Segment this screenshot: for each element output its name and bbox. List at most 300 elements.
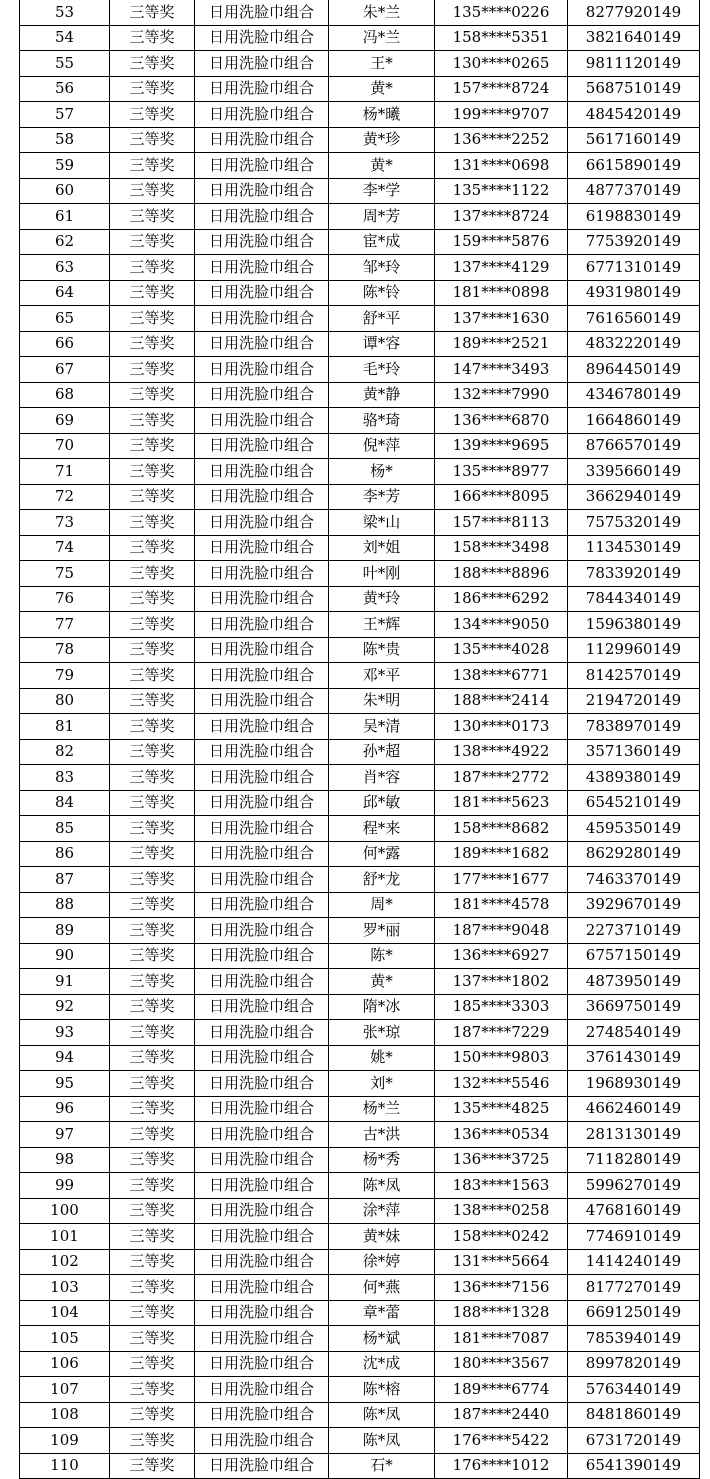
prize-item-cell: 日用洗脸巾组合 <box>195 714 329 740</box>
phone-number-cell: 158****5351 <box>435 25 568 51</box>
prize-level-cell: 三等奖 <box>110 1045 195 1071</box>
phone-number-cell: 176****5422 <box>435 1428 568 1454</box>
order-number-cell: 8964450149 <box>568 357 700 383</box>
winner-name-cell: 陈*凤 <box>329 1428 435 1454</box>
table-row <box>20 102 700 128</box>
table-row <box>20 918 700 944</box>
order-number-cell: 6198830149 <box>568 204 700 230</box>
rank-number-cell: 103 <box>20 1275 110 1301</box>
rank-number-cell: 65 <box>20 306 110 332</box>
rank-number-cell: 57 <box>20 102 110 128</box>
prize-level-cell: 三等奖 <box>110 816 195 842</box>
phone-number-cell: 132****5546 <box>435 1071 568 1097</box>
phone-number-cell: 187****2772 <box>435 765 568 791</box>
winner-name-cell: 舒*平 <box>329 306 435 332</box>
prize-item-cell: 日用洗脸巾组合 <box>195 204 329 230</box>
table-row <box>20 357 700 383</box>
prize-level-cell: 三等奖 <box>110 688 195 714</box>
winner-name-cell: 毛*玲 <box>329 357 435 383</box>
phone-number-cell: 136****3725 <box>435 1147 568 1173</box>
prize-item-cell: 日用洗脸巾组合 <box>195 1020 329 1046</box>
rank-number-cell: 90 <box>20 943 110 969</box>
rank-number-cell: 81 <box>20 714 110 740</box>
phone-number-cell: 180****3567 <box>435 1351 568 1377</box>
table-row <box>20 484 700 510</box>
winner-name-cell: 涂*萍 <box>329 1198 435 1224</box>
table-row <box>20 255 700 281</box>
winner-name-cell: 古*洪 <box>329 1122 435 1148</box>
table-row <box>20 1198 700 1224</box>
phone-number-cell: 137****1802 <box>435 969 568 995</box>
rank-number-cell: 106 <box>20 1351 110 1377</box>
order-number-cell: 5617160149 <box>568 127 700 153</box>
phone-number-cell: 187****7229 <box>435 1020 568 1046</box>
order-number-cell: 1968930149 <box>568 1071 700 1097</box>
rank-number-cell: 107 <box>20 1377 110 1403</box>
table-row <box>20 612 700 638</box>
prize-level-cell: 三等奖 <box>110 127 195 153</box>
prize-level-cell: 三等奖 <box>110 408 195 434</box>
prize-level-cell: 三等奖 <box>110 1275 195 1301</box>
rank-number-cell: 68 <box>20 382 110 408</box>
winner-name-cell: 孙*超 <box>329 739 435 765</box>
phone-number-cell: 135****4028 <box>435 637 568 663</box>
order-number-cell: 6771310149 <box>568 255 700 281</box>
table-row <box>20 790 700 816</box>
prize-level-cell: 三等奖 <box>110 1096 195 1122</box>
rank-number-cell: 80 <box>20 688 110 714</box>
prize-level-cell: 三等奖 <box>110 1351 195 1377</box>
order-number-cell: 8766570149 <box>568 433 700 459</box>
phone-number-cell: 181****7087 <box>435 1326 568 1352</box>
table-row <box>20 943 700 969</box>
phone-number-cell: 136****0534 <box>435 1122 568 1148</box>
order-number-cell: 4595350149 <box>568 816 700 842</box>
prize-level-cell: 三等奖 <box>110 459 195 485</box>
order-number-cell: 4662460149 <box>568 1096 700 1122</box>
order-number-cell: 3571360149 <box>568 739 700 765</box>
order-number-cell: 7753920149 <box>568 229 700 255</box>
rank-number-cell: 91 <box>20 969 110 995</box>
winner-name-cell: 罗*丽 <box>329 918 435 944</box>
prize-item-cell: 日用洗脸巾组合 <box>195 0 329 25</box>
winner-name-cell: 黄*妹 <box>329 1224 435 1250</box>
winner-name-cell: 陈*榕 <box>329 1377 435 1403</box>
order-number-cell: 1134530149 <box>568 535 700 561</box>
prize-item-cell: 日用洗脸巾组合 <box>195 25 329 51</box>
prize-item-cell: 日用洗脸巾组合 <box>195 867 329 893</box>
winner-name-cell: 周* <box>329 892 435 918</box>
winner-name-cell: 何*露 <box>329 841 435 867</box>
phone-number-cell: 187****2440 <box>435 1402 568 1428</box>
prize-item-cell: 日用洗脸巾组合 <box>195 739 329 765</box>
winner-name-cell: 黄*珍 <box>329 127 435 153</box>
prize-item-cell: 日用洗脸巾组合 <box>195 280 329 306</box>
order-number-cell: 6731720149 <box>568 1428 700 1454</box>
order-number-cell: 2813130149 <box>568 1122 700 1148</box>
rank-number-cell: 62 <box>20 229 110 255</box>
order-number-cell: 6691250149 <box>568 1300 700 1326</box>
phone-number-cell: 176****1012 <box>435 1453 568 1479</box>
phone-number-cell: 189****1682 <box>435 841 568 867</box>
phone-number-cell: 181****0898 <box>435 280 568 306</box>
rank-number-cell: 95 <box>20 1071 110 1097</box>
winner-name-cell: 李*学 <box>329 178 435 204</box>
rank-number-cell: 71 <box>20 459 110 485</box>
table-row <box>20 1249 700 1275</box>
rank-number-cell: 72 <box>20 484 110 510</box>
prize-level-cell: 三等奖 <box>110 102 195 128</box>
order-number-cell: 3761430149 <box>568 1045 700 1071</box>
rank-number-cell: 70 <box>20 433 110 459</box>
order-number-cell: 4877370149 <box>568 178 700 204</box>
order-number-cell: 8481860149 <box>568 1402 700 1428</box>
prize-item-cell: 日用洗脸巾组合 <box>195 790 329 816</box>
order-number-cell: 4873950149 <box>568 969 700 995</box>
order-number-cell: 4845420149 <box>568 102 700 128</box>
winner-name-cell: 陈* <box>329 943 435 969</box>
prize-level-cell: 三等奖 <box>110 76 195 102</box>
rank-number-cell: 55 <box>20 51 110 77</box>
phone-number-cell: 158****8682 <box>435 816 568 842</box>
prize-level-cell: 三等奖 <box>110 178 195 204</box>
winner-name-cell: 倪*萍 <box>329 433 435 459</box>
order-number-cell: 2194720149 <box>568 688 700 714</box>
prize-item-cell: 日用洗脸巾组合 <box>195 1275 329 1301</box>
table-row <box>20 561 700 587</box>
table-row <box>20 229 700 255</box>
prize-level-cell: 三等奖 <box>110 306 195 332</box>
phone-number-cell: 132****7990 <box>435 382 568 408</box>
prize-item-cell: 日用洗脸巾组合 <box>195 76 329 102</box>
rank-number-cell: 110 <box>20 1453 110 1479</box>
rank-number-cell: 99 <box>20 1173 110 1199</box>
prize-item-cell: 日用洗脸巾组合 <box>195 1326 329 1352</box>
phone-number-cell: 157****8724 <box>435 76 568 102</box>
rank-number-cell: 109 <box>20 1428 110 1454</box>
prize-level-cell: 三等奖 <box>110 714 195 740</box>
table-row <box>20 1453 700 1479</box>
phone-number-cell: 137****4129 <box>435 255 568 281</box>
order-number-cell: 7838970149 <box>568 714 700 740</box>
order-number-cell: 3821640149 <box>568 25 700 51</box>
winner-name-cell: 冯*兰 <box>329 25 435 51</box>
prize-item-cell: 日用洗脸巾组合 <box>195 255 329 281</box>
phone-number-cell: 130****0173 <box>435 714 568 740</box>
rank-number-cell: 74 <box>20 535 110 561</box>
prize-item-cell: 日用洗脸巾组合 <box>195 382 329 408</box>
table-row <box>20 1020 700 1046</box>
prize-item-cell: 日用洗脸巾组合 <box>195 229 329 255</box>
prize-item-cell: 日用洗脸巾组合 <box>195 1071 329 1097</box>
phone-number-cell: 135****0226 <box>435 0 568 25</box>
winner-name-cell: 石* <box>329 1453 435 1479</box>
prize-level-cell: 三等奖 <box>110 1300 195 1326</box>
prize-item-cell: 日用洗脸巾组合 <box>195 331 329 357</box>
rank-number-cell: 108 <box>20 1402 110 1428</box>
winner-name-cell: 骆*琦 <box>329 408 435 434</box>
rank-number-cell: 86 <box>20 841 110 867</box>
winner-name-cell: 何*燕 <box>329 1275 435 1301</box>
prize-level-cell: 三等奖 <box>110 1249 195 1275</box>
prize-level-cell: 三等奖 <box>110 918 195 944</box>
rank-number-cell: 63 <box>20 255 110 281</box>
table-row <box>20 408 700 434</box>
prize-level-cell: 三等奖 <box>110 994 195 1020</box>
table-row <box>20 0 700 25</box>
table-row <box>20 1428 700 1454</box>
phone-number-cell: 136****6870 <box>435 408 568 434</box>
prize-item-cell: 日用洗脸巾组合 <box>195 612 329 638</box>
prize-item-cell: 日用洗脸巾组合 <box>195 765 329 791</box>
prize-item-cell: 日用洗脸巾组合 <box>195 1122 329 1148</box>
table-row <box>20 535 700 561</box>
winner-name-cell: 黄* <box>329 153 435 179</box>
phone-number-cell: 189****2521 <box>435 331 568 357</box>
table-row <box>20 331 700 357</box>
prize-item-cell: 日用洗脸巾组合 <box>195 484 329 510</box>
winner-name-cell: 张*琼 <box>329 1020 435 1046</box>
phone-number-cell: 136****7156 <box>435 1275 568 1301</box>
prize-level-cell: 三等奖 <box>110 1122 195 1148</box>
table-row <box>20 510 700 536</box>
order-number-cell: 8277920149 <box>568 0 700 25</box>
prize-level-cell: 三等奖 <box>110 1198 195 1224</box>
prize-level-cell: 三等奖 <box>110 943 195 969</box>
prize-item-cell: 日用洗脸巾组合 <box>195 433 329 459</box>
prize-item-cell: 日用洗脸巾组合 <box>195 1198 329 1224</box>
prize-item-cell: 日用洗脸巾组合 <box>195 561 329 587</box>
rank-number-cell: 101 <box>20 1224 110 1250</box>
prize-item-cell: 日用洗脸巾组合 <box>195 918 329 944</box>
prize-item-cell: 日用洗脸巾组合 <box>195 102 329 128</box>
prize-item-cell: 日用洗脸巾组合 <box>195 178 329 204</box>
prize-level-cell: 三等奖 <box>110 765 195 791</box>
rank-number-cell: 92 <box>20 994 110 1020</box>
prize-item-cell: 日用洗脸巾组合 <box>195 408 329 434</box>
table-row <box>20 1147 700 1173</box>
phone-number-cell: 135****1122 <box>435 178 568 204</box>
rank-number-cell: 54 <box>20 25 110 51</box>
phone-number-cell: 187****9048 <box>435 918 568 944</box>
order-number-cell: 6545210149 <box>568 790 700 816</box>
table-row <box>20 76 700 102</box>
winner-name-cell: 黄*玲 <box>329 586 435 612</box>
prize-level-cell: 三等奖 <box>110 739 195 765</box>
table-row <box>20 127 700 153</box>
phone-number-cell: 134****9050 <box>435 612 568 638</box>
winner-name-cell: 邱*敏 <box>329 790 435 816</box>
table-row <box>20 867 700 893</box>
table-row <box>20 204 700 230</box>
order-number-cell: 4768160149 <box>568 1198 700 1224</box>
phone-number-cell: 177****1677 <box>435 867 568 893</box>
prize-level-cell: 三等奖 <box>110 1326 195 1352</box>
phone-number-cell: 181****5623 <box>435 790 568 816</box>
rank-number-cell: 67 <box>20 357 110 383</box>
order-number-cell: 5687510149 <box>568 76 700 102</box>
order-number-cell: 9811120149 <box>568 51 700 77</box>
phone-number-cell: 166****8095 <box>435 484 568 510</box>
rank-number-cell: 84 <box>20 790 110 816</box>
winner-name-cell: 梁*山 <box>329 510 435 536</box>
prize-item-cell: 日用洗脸巾组合 <box>195 1173 329 1199</box>
order-number-cell: 4832220149 <box>568 331 700 357</box>
winner-name-cell: 刘* <box>329 1071 435 1097</box>
prize-item-cell: 日用洗脸巾组合 <box>195 1045 329 1071</box>
winner-name-cell: 肖*容 <box>329 765 435 791</box>
prize-level-cell: 三等奖 <box>110 1453 195 1479</box>
table-row <box>20 714 700 740</box>
prize-level-cell: 三等奖 <box>110 255 195 281</box>
order-number-cell: 1596380149 <box>568 612 700 638</box>
phone-number-cell: 186****6292 <box>435 586 568 612</box>
prize-item-cell: 日用洗脸巾组合 <box>195 841 329 867</box>
order-number-cell: 3929670149 <box>568 892 700 918</box>
prize-item-cell: 日用洗脸巾组合 <box>195 663 329 689</box>
prize-level-cell: 三等奖 <box>110 1071 195 1097</box>
phone-number-cell: 157****8113 <box>435 510 568 536</box>
winner-name-cell: 黄*静 <box>329 382 435 408</box>
table-row <box>20 637 700 663</box>
prize-level-cell: 三等奖 <box>110 433 195 459</box>
prize-level-cell: 三等奖 <box>110 1224 195 1250</box>
prize-level-cell: 三等奖 <box>110 561 195 587</box>
order-number-cell: 7575320149 <box>568 510 700 536</box>
table-row <box>20 382 700 408</box>
phone-number-cell: 135****4825 <box>435 1096 568 1122</box>
rank-number-cell: 105 <box>20 1326 110 1352</box>
order-number-cell: 7118280149 <box>568 1147 700 1173</box>
order-number-cell: 2748540149 <box>568 1020 700 1046</box>
prize-level-cell: 三等奖 <box>110 229 195 255</box>
phone-number-cell: 188****8896 <box>435 561 568 587</box>
prize-level-cell: 三等奖 <box>110 637 195 663</box>
prize-item-cell: 日用洗脸巾组合 <box>195 1224 329 1250</box>
prize-item-cell: 日用洗脸巾组合 <box>195 1428 329 1454</box>
table-row <box>20 1275 700 1301</box>
order-number-cell: 3395660149 <box>568 459 700 485</box>
table-row <box>20 765 700 791</box>
rank-number-cell: 61 <box>20 204 110 230</box>
winners-table <box>19 0 700 1479</box>
phone-number-cell: 199****9707 <box>435 102 568 128</box>
order-number-cell: 7616560149 <box>568 306 700 332</box>
rank-number-cell: 96 <box>20 1096 110 1122</box>
prize-item-cell: 日用洗脸巾组合 <box>195 535 329 561</box>
rank-number-cell: 98 <box>20 1147 110 1173</box>
winner-name-cell: 叶*刚 <box>329 561 435 587</box>
rank-number-cell: 93 <box>20 1020 110 1046</box>
winner-name-cell: 姚* <box>329 1045 435 1071</box>
rank-number-cell: 66 <box>20 331 110 357</box>
winner-name-cell: 李*芳 <box>329 484 435 510</box>
rank-number-cell: 58 <box>20 127 110 153</box>
phone-number-cell: 188****2414 <box>435 688 568 714</box>
winner-name-cell: 吴*清 <box>329 714 435 740</box>
order-number-cell: 7844340149 <box>568 586 700 612</box>
table-row <box>20 51 700 77</box>
prize-level-cell: 三等奖 <box>110 1428 195 1454</box>
phone-number-cell: 130****0265 <box>435 51 568 77</box>
prize-item-cell: 日用洗脸巾组合 <box>195 1453 329 1479</box>
winner-name-cell: 刘*姐 <box>329 535 435 561</box>
winner-name-cell: 邹*玲 <box>329 255 435 281</box>
table-row <box>20 1402 700 1428</box>
winner-name-cell: 王*辉 <box>329 612 435 638</box>
winner-name-cell: 杨* <box>329 459 435 485</box>
table-row <box>20 688 700 714</box>
table-row <box>20 994 700 1020</box>
order-number-cell: 8177270149 <box>568 1275 700 1301</box>
prize-level-cell: 三等奖 <box>110 331 195 357</box>
phone-number-cell: 183****1563 <box>435 1173 568 1199</box>
order-number-cell: 6615890149 <box>568 153 700 179</box>
order-number-cell: 6541390149 <box>568 1453 700 1479</box>
rank-number-cell: 100 <box>20 1198 110 1224</box>
order-number-cell: 8997820149 <box>568 1351 700 1377</box>
prize-item-cell: 日用洗脸巾组合 <box>195 51 329 77</box>
phone-number-cell: 138****4922 <box>435 739 568 765</box>
table-row <box>20 153 700 179</box>
phone-number-cell: 181****4578 <box>435 892 568 918</box>
prize-item-cell: 日用洗脸巾组合 <box>195 969 329 995</box>
table-row <box>20 1071 700 1097</box>
winner-name-cell: 陈*凤 <box>329 1402 435 1428</box>
winner-name-cell: 王* <box>329 51 435 77</box>
winner-name-cell: 谭*容 <box>329 331 435 357</box>
rank-number-cell: 104 <box>20 1300 110 1326</box>
table-row <box>20 739 700 765</box>
rank-number-cell: 79 <box>20 663 110 689</box>
phone-number-cell: 137****1630 <box>435 306 568 332</box>
winner-name-cell: 黄* <box>329 969 435 995</box>
prize-level-cell: 三等奖 <box>110 892 195 918</box>
rank-number-cell: 85 <box>20 816 110 842</box>
prize-level-cell: 三等奖 <box>110 535 195 561</box>
phone-number-cell: 158****3498 <box>435 535 568 561</box>
order-number-cell: 7463370149 <box>568 867 700 893</box>
prize-level-cell: 三等奖 <box>110 1402 195 1428</box>
table-row <box>20 306 700 332</box>
prize-item-cell: 日用洗脸巾组合 <box>195 1249 329 1275</box>
rank-number-cell: 82 <box>20 739 110 765</box>
table-row <box>20 1096 700 1122</box>
winners-table-body <box>20 0 700 1479</box>
table-row <box>20 1173 700 1199</box>
winner-name-cell: 陈*凤 <box>329 1173 435 1199</box>
prize-level-cell: 三等奖 <box>110 510 195 536</box>
table-row <box>20 969 700 995</box>
rank-number-cell: 89 <box>20 918 110 944</box>
phone-number-cell: 136****2252 <box>435 127 568 153</box>
prize-level-cell: 三等奖 <box>110 382 195 408</box>
rank-number-cell: 60 <box>20 178 110 204</box>
prize-level-cell: 三等奖 <box>110 484 195 510</box>
prize-item-cell: 日用洗脸巾组合 <box>195 1377 329 1403</box>
rank-number-cell: 76 <box>20 586 110 612</box>
prize-item-cell: 日用洗脸巾组合 <box>195 510 329 536</box>
rank-number-cell: 59 <box>20 153 110 179</box>
table-row <box>20 1045 700 1071</box>
phone-number-cell: 150****9803 <box>435 1045 568 1071</box>
order-number-cell: 7746910149 <box>568 1224 700 1250</box>
prize-item-cell: 日用洗脸巾组合 <box>195 1351 329 1377</box>
table-row <box>20 1224 700 1250</box>
order-number-cell: 7833920149 <box>568 561 700 587</box>
prize-item-cell: 日用洗脸巾组合 <box>195 1402 329 1428</box>
rank-number-cell: 73 <box>20 510 110 536</box>
